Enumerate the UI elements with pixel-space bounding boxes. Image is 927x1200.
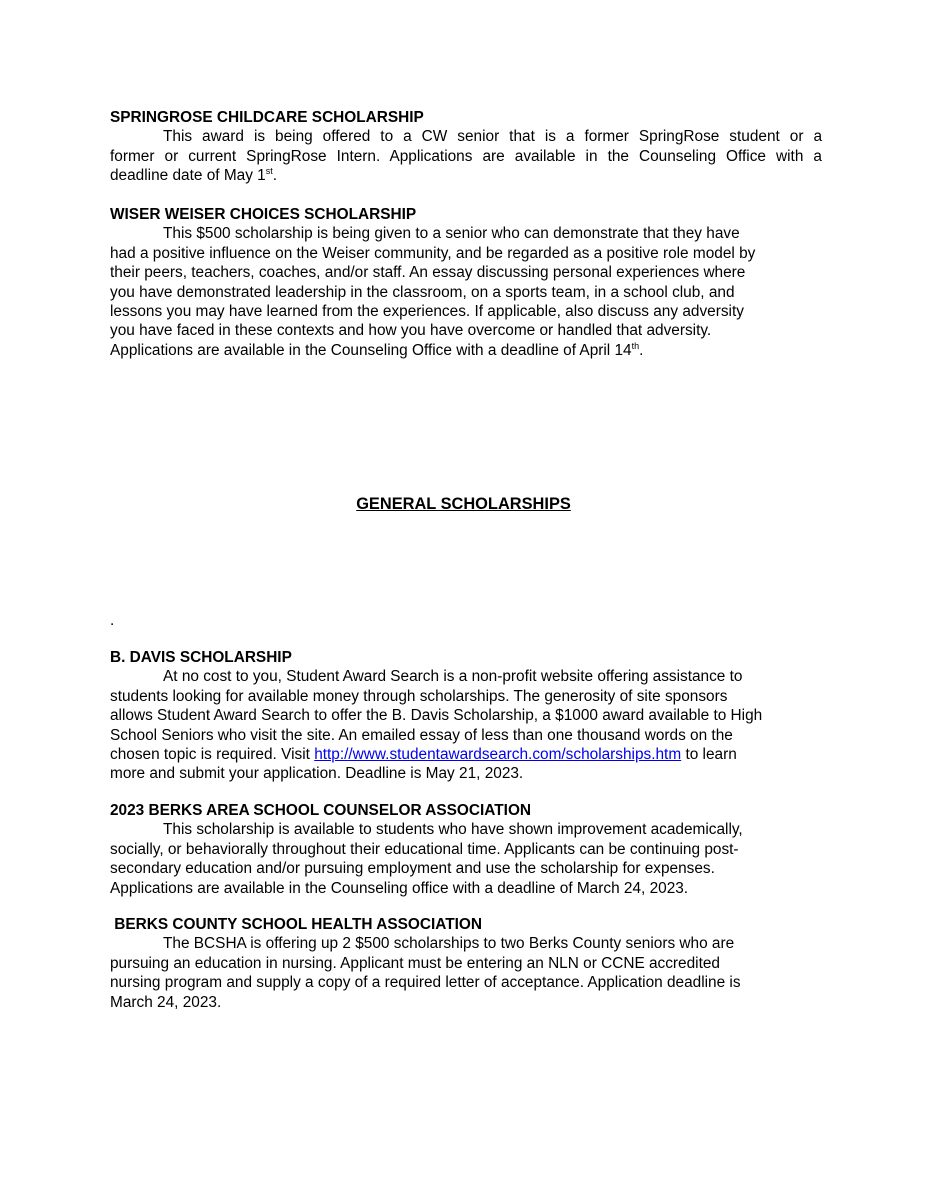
paragraph-line: nursing program and supply a copy of a required letter of acceptance. Application deadline is bbox=[110, 974, 741, 992]
paragraph-line: deadline date of May 1st. bbox=[110, 166, 278, 185]
paragraph-line: School Seniors who visit the site. An emailed essay of less than one thousand words on the bbox=[110, 726, 733, 744]
berks-counselor-section bbox=[110, 801, 822, 898]
paragraph-line: This $500 scholarship is being given to a senior who can demonstrate that they have bbox=[163, 225, 740, 243]
berks-health-section bbox=[110, 915, 822, 1012]
paragraph-line: you have faced in these contexts and how you have overcome or handled that adversity. bbox=[110, 322, 712, 340]
stray-dot: . bbox=[110, 612, 115, 629]
paragraph-line: Applications are available in the Counseling Office with a deadline of April 14th. bbox=[110, 340, 644, 359]
paragraph-line: pursuing an education in nursing. Applicant must be entering an NLN or CCNE accredited bbox=[110, 954, 720, 972]
paragraph-line: This award is being offered to a CW senior that is a former SpringRose student or a bbox=[163, 128, 822, 146]
paragraph-line: secondary education and/or pursuing employment and use the scholarship for expenses. bbox=[110, 860, 715, 878]
paragraph-line: chosen topic is required. Visit http://www.studentawardsearch.com/scholarships.htm to learn bbox=[110, 746, 737, 764]
davis-section bbox=[110, 648, 822, 784]
section-title: BERKS COUNTY SCHOOL HEALTH ASSOCIATION bbox=[110, 916, 482, 933]
paragraph-line: more and submit your application. Deadline is May 21, 2023. bbox=[110, 765, 524, 783]
scholarship-link[interactable]: http://www.studentawardsearch.com/scholarships.htm bbox=[314, 746, 682, 764]
general-scholarships-heading: GENERAL SCHOLARSHIPS bbox=[356, 495, 571, 513]
paragraph-line: lessons you may have learned from the experiences. If applicable, also discuss any adversity bbox=[110, 303, 744, 321]
paragraph-line: The BCSHA is offering up 2 $500 scholarships to two Berks County seniors who are bbox=[163, 935, 735, 953]
paragraph-line: former or current SpringRose Intern. Applications are available in the Counseling Office with a bbox=[110, 147, 822, 165]
paragraph-line: their peers, teachers, coaches, and/or staff. An essay discussing personal experiences where bbox=[110, 264, 746, 282]
paragraph-line: you have demonstrated leadership in the classroom, on a sports team, in a school club, and bbox=[110, 283, 735, 301]
paragraph-line: students looking for available money through scholarships. The generosity of site sponsors bbox=[110, 687, 728, 705]
paragraph-line: This scholarship is available to students who have shown improvement academically, bbox=[163, 821, 743, 839]
section-title: SPRINGROSE CHILDCARE SCHOLARSHIP bbox=[110, 109, 424, 126]
section-title: WISER WEISER CHOICES SCHOLARSHIP bbox=[110, 206, 417, 223]
paragraph-line: allows Student Award Search to offer the B. Davis Scholarship, a $1000 award available to High bbox=[110, 707, 763, 725]
wiser-weiser-section bbox=[110, 205, 822, 360]
paragraph-line: March 24, 2023. bbox=[110, 993, 222, 1011]
springrose-section bbox=[110, 108, 822, 186]
section-title: B. DAVIS SCHOLARSHIP bbox=[110, 649, 292, 666]
paragraph-line: Applications are available in the Counseling office with a deadline of March 24, 2023. bbox=[110, 879, 689, 897]
section-title: 2023 BERKS AREA SCHOOL COUNSELOR ASSOCIATION bbox=[110, 802, 532, 819]
paragraph-line: socially, or behaviorally throughout their educational time. Applicants can be continuing post- bbox=[110, 840, 739, 858]
paragraph-line: had a positive influence on the Weiser community, and be regarded as a positive role model by bbox=[110, 244, 756, 262]
paragraph-line: At no cost to you, Student Award Search is a non-profit website offering assistance to bbox=[163, 668, 743, 686]
